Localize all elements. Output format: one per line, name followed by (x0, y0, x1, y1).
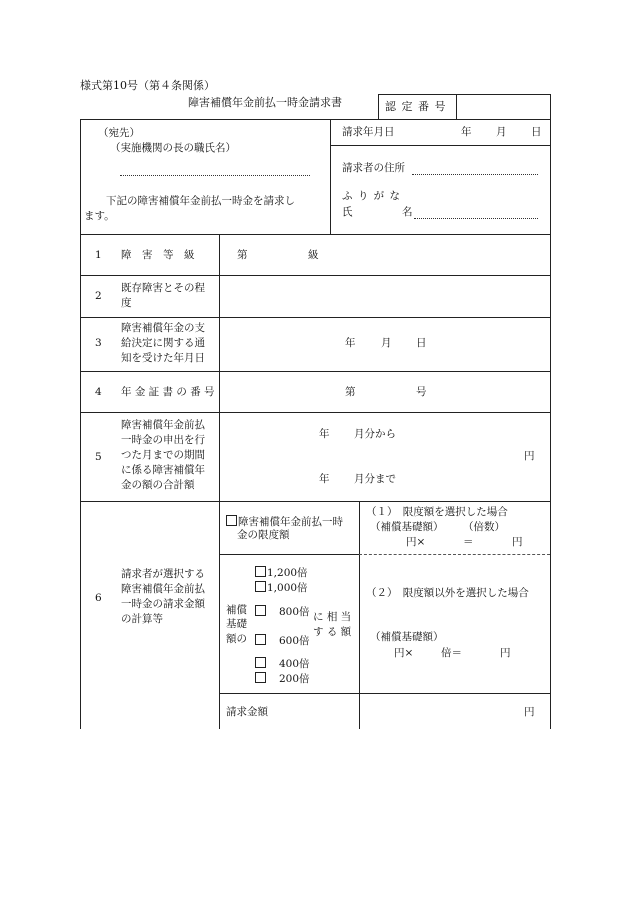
option-800-checkbox[interactable] (255, 605, 310, 618)
applicant-address-field[interactable] (412, 174, 538, 175)
addressee-field[interactable] (120, 175, 310, 176)
option-800-label: 800倍 (279, 606, 310, 618)
row1-number: 1 (95, 249, 102, 261)
request-text-line1: 下記の障害補償年金前払一時金を請求し (106, 195, 295, 207)
case2-yen-times: 円× (394, 647, 414, 659)
row6-number: 6 (95, 592, 102, 604)
case1-title: （１） 限度額を選択した場合 (366, 506, 508, 518)
row4-label: 年 金 証 書 の 番 号 (121, 386, 215, 398)
option-1200-label: 1,200倍 (267, 567, 308, 579)
row5-number: 5 (95, 451, 102, 463)
option-600-label: 600倍 (279, 635, 310, 647)
request-text-line2: ます。 (84, 210, 115, 222)
base-label-3: 額の (226, 633, 247, 645)
certification-number-label: 認 定 番 号 (385, 100, 447, 113)
checkbox-icon (255, 605, 266, 616)
checkbox-icon (255, 634, 266, 645)
case1-multiplier-header: （倍数） (463, 521, 505, 533)
claim-amount-label: 請求金額 (226, 706, 268, 718)
base-label-2: 基礎 (226, 618, 247, 630)
checkbox-icon (255, 657, 266, 668)
row4-number: 4 (95, 386, 102, 398)
option-400-checkbox[interactable] (255, 657, 310, 670)
option-1200-checkbox[interactable] (255, 566, 308, 579)
row3-day-unit: 日 (416, 337, 427, 349)
row3-month-unit: 月 (381, 337, 392, 349)
row5-from-year-unit: 年 (319, 428, 330, 440)
limit-amount-checkbox[interactable] (226, 515, 343, 528)
equiv-label-1: に 相 当 (313, 611, 352, 623)
case1-base-header: （補償基礎額） (370, 521, 444, 533)
limit-amount-label: 障害補償年金前払一時 (238, 516, 343, 528)
option-1000-label: 1,000倍 (267, 582, 308, 594)
case1-equals: ＝ (463, 536, 474, 548)
applicant-address-label: 請求者の住所 (342, 162, 405, 174)
row2-label: 既存障害とその程 度 (121, 282, 205, 309)
row5-to-year-unit: 年 (319, 473, 330, 485)
request-month-unit: 月 (496, 126, 507, 138)
case2-base-header: （補償基礎額） (370, 631, 444, 643)
request-year-unit: 年 (461, 126, 472, 138)
row1-value-suffix: 級 (308, 249, 319, 261)
row5-label: 障害補償年金前払 一時金の申出を行 つた月までの期間 に係る障害補償年 金の額の合計額 (121, 419, 205, 491)
row1-label: 障 害 等 級 (121, 249, 195, 261)
option-600-checkbox[interactable] (255, 634, 310, 647)
addressee-label: （宛先） (98, 127, 140, 139)
row1-value-prefix: 第 (237, 249, 248, 261)
case1-yen-times: 円× (406, 536, 426, 548)
row5-from-month-unit: 月分から (354, 428, 396, 440)
request-date-label: 請求年月日 (342, 126, 395, 138)
option-200-label: 200倍 (279, 673, 310, 685)
case2-title: （２） 限度額以外を選択した場合 (366, 587, 529, 599)
option-200-checkbox[interactable] (255, 672, 310, 685)
form-title: 障害補償年金前払一時金請求書 (188, 96, 342, 109)
row2-number: 2 (95, 290, 102, 302)
row4-value-suffix: 号 (416, 386, 427, 398)
certification-number-field[interactable] (457, 95, 549, 118)
row5-to-month-unit: 月分まで (354, 473, 396, 485)
request-day-unit: 日 (531, 126, 542, 138)
limit-amount-label-2: 金の限度額 (237, 529, 290, 541)
form-number: 様式第10号（第４条関係） (80, 79, 215, 92)
option-1000-checkbox[interactable] (255, 581, 308, 594)
checkbox-icon (255, 672, 266, 683)
addressee-sub-label: （実施機関の長の職氏名） (110, 142, 236, 154)
option-400-label: 400倍 (279, 658, 310, 670)
furigana-label: ふ り が な (342, 190, 402, 202)
claim-amount-yen: 円 (524, 706, 535, 718)
case2-multiplier-equals: 倍＝ (441, 647, 462, 659)
case2-yen-result: 円 (500, 647, 511, 659)
row5-yen-unit: 円 (524, 450, 535, 462)
row3-number: 3 (95, 337, 102, 349)
row3-year-unit: 年 (345, 337, 356, 349)
case1-yen-result: 円 (512, 536, 523, 548)
row4-value-prefix: 第 (345, 386, 356, 398)
applicant-name-field[interactable] (414, 218, 538, 219)
name-label-1: 氏 (342, 206, 353, 218)
checkbox-icon (255, 581, 266, 592)
row6-label: 請求者が選択する 障害補償年金前払 一時金の請求金額 の計算等 (121, 568, 205, 625)
checkbox-icon (255, 566, 266, 577)
checkbox-icon (226, 515, 237, 526)
equiv-label-2: す る 額 (313, 626, 352, 638)
base-label-1: 補償 (226, 604, 247, 616)
name-label-2: 名 (402, 206, 413, 218)
claim-amount-field[interactable] (360, 694, 520, 728)
row3-label: 障害補償年金の支 給決定に関する通 知を受けた年月日 (121, 322, 205, 364)
